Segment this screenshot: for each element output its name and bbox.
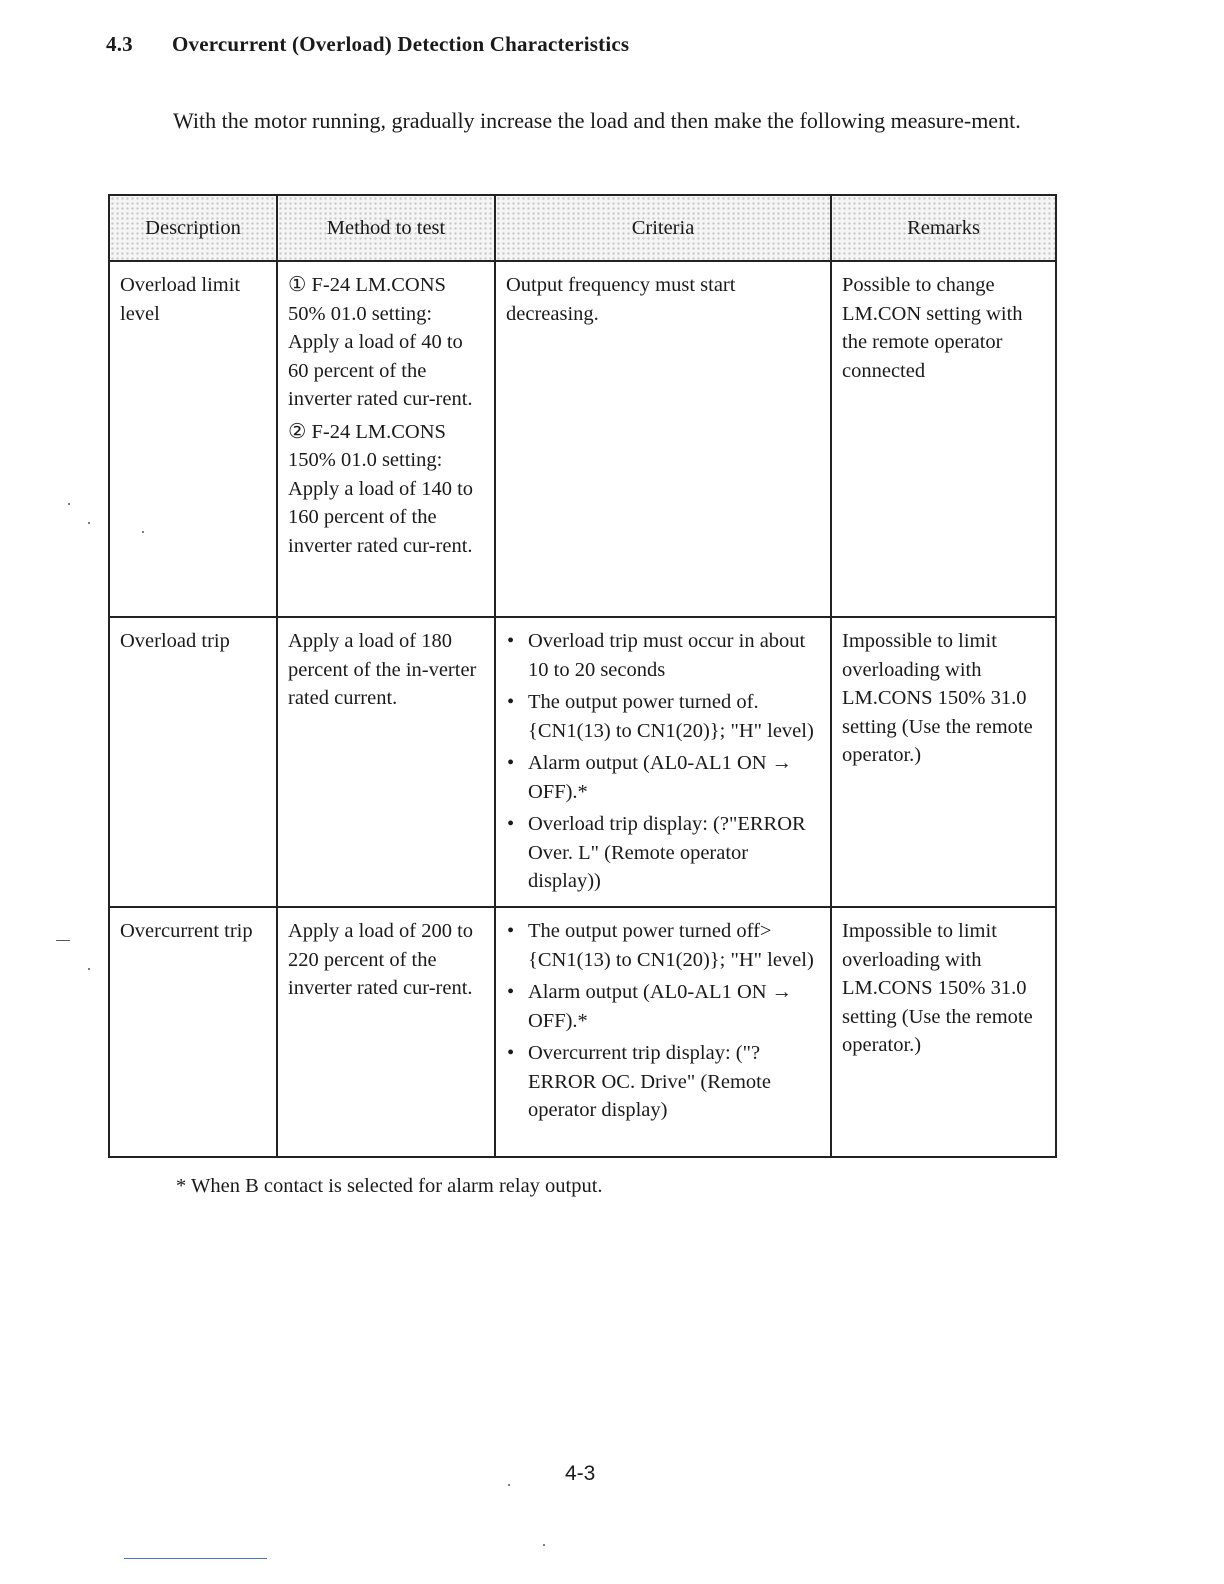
bullet-icon: • (507, 630, 515, 652)
bullet-icon: • (507, 752, 515, 774)
row-criteria (495, 907, 831, 1157)
intro-paragraph: With the motor running, gradually increase the load and then make the following measure-ment. (173, 108, 1021, 133)
row-remarks: Possible to change LM.CON setting with the remote operator connected (831, 261, 1056, 617)
row-criteria (495, 617, 831, 907)
scan-speck (508, 1484, 510, 1486)
header-description: Description (109, 195, 277, 261)
row-method: Apply a load of 180 percent of the in-verter rated current. (277, 617, 495, 907)
table-row (109, 261, 1056, 617)
section-title: Overcurrent (Overload) Detection Characteristics (172, 32, 630, 56)
test-table (108, 194, 1057, 1158)
scan-speck (543, 1544, 545, 1546)
row-criteria: Output frequency must start decreasing. (495, 261, 831, 617)
criteria-item: • The output power turned of. {CN1(13) to CN1(20)}; "H" level) (506, 688, 822, 745)
header-remarks: Remarks (831, 195, 1056, 261)
scan-speck (88, 968, 90, 970)
method-step: ② F-24 LM.CONS 150% 01.0 setting: Apply a load of 140 to 160 percent of the inverter rated cur-rent. (288, 420, 474, 557)
section-heading (106, 32, 629, 57)
page-number: 4-3 (565, 1462, 596, 1485)
footer-rule (124, 1558, 267, 1559)
row-method (277, 261, 495, 617)
row-description: Overload limit level (109, 261, 277, 617)
bullet-icon: • (507, 1042, 515, 1064)
bullet-icon: • (507, 920, 515, 942)
table-header-row (109, 195, 1056, 261)
scan-speck (68, 503, 70, 505)
table-row (109, 907, 1056, 1157)
criteria-item: • Overload trip must occur in about 10 to 20 seconds (506, 627, 822, 684)
bullet-icon: • (507, 691, 515, 713)
footnote: * When B contact is selected for alarm relay output. (176, 1175, 603, 1197)
scan-speck (56, 940, 70, 941)
criteria-item: • Overcurrent trip display: ("?ERROR OC. Drive" (Remote operator display) (506, 1039, 822, 1125)
row-method: Apply a load of 200 to 220 percent of the inverter rated cur-rent. (277, 907, 495, 1157)
section-number: 4.3 (106, 32, 133, 56)
table-row (109, 617, 1056, 907)
row-description: Overcurrent trip (109, 907, 277, 1157)
scan-speck (88, 522, 90, 524)
row-description: Overload trip (109, 617, 277, 907)
method-step: ① F-24 LM.CONS 50% 01.0 setting: Apply a load of 40 to 60 percent of the inverter rated cur-rent. (288, 274, 473, 410)
bullet-icon: • (507, 813, 515, 835)
criteria-item: • The output power turned off> {CN1(13) to CN1(20)}; "H" level) (506, 917, 822, 974)
criteria-item: • Overload trip display: (?"ERROR Over. L" (Remote operator display)) (506, 810, 822, 896)
scan-speck (142, 531, 144, 533)
row-remarks: Impossible to limit overloading with LM.CONS 150% 31.0 setting (Use the remote operator.) (831, 617, 1056, 907)
bullet-icon: • (507, 981, 515, 1003)
row-remarks: Impossible to limit overloading with LM.CONS 150% 31.0 setting (Use the remote operator.) (831, 907, 1056, 1157)
criteria-item: • Alarm output (AL0-AL1 ON → OFF).* (506, 978, 822, 1035)
header-criteria: Criteria (495, 195, 831, 261)
criteria-item: • Alarm output (AL0-AL1 ON → OFF).* (506, 749, 822, 806)
header-method: Method to test (277, 195, 495, 261)
